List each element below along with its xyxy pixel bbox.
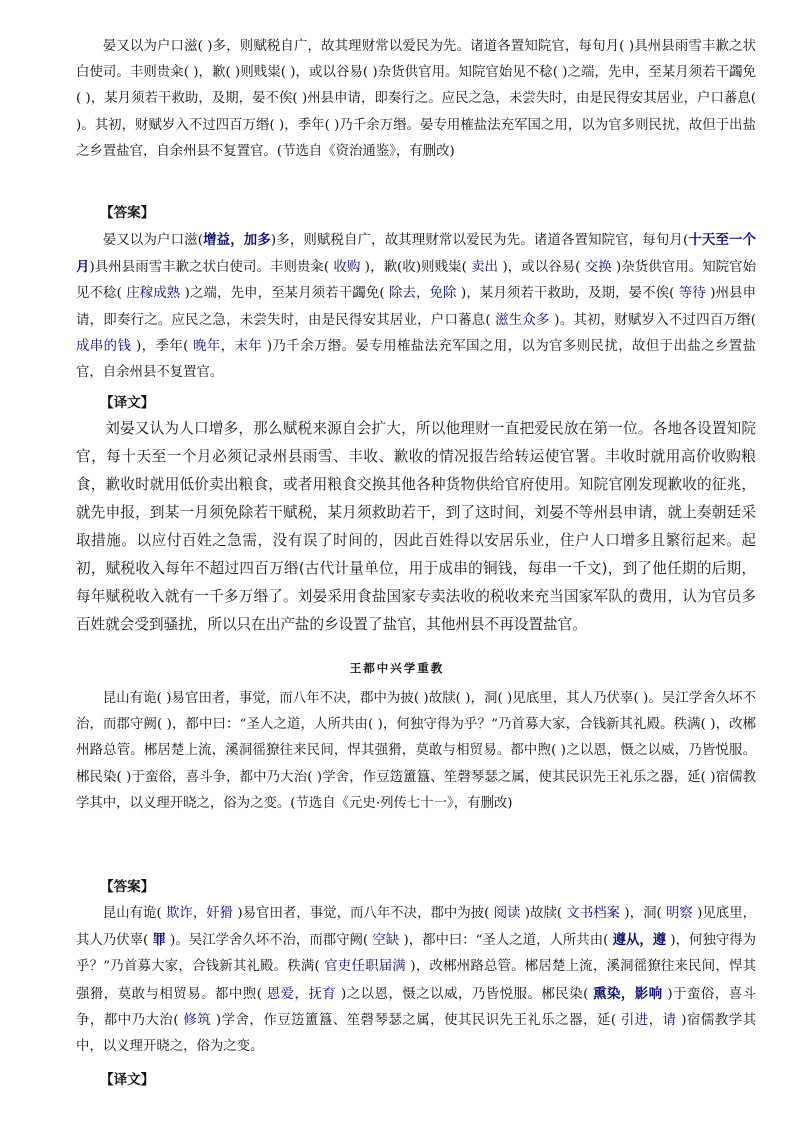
answer-fill: 十天至一个月 — [76, 232, 756, 276]
answer-text: )，或以谷易( — [498, 260, 585, 276]
answer-text: )，改郴州路总管。郴居楚上流，溪洞徭獠往来民间，悍其强猾，莫敢与相贸易。都中煦( — [76, 959, 757, 1002]
answer-text: )。吴江学舍久坏不治，而郡守阙( — [165, 933, 373, 949]
answer-label-2: 【答案】 — [100, 879, 155, 895]
passage-1-question: 晏又以为户口滋( )多，则赋税自广，故其理财常以爱民为先。诸道各置知院官，每旬月( )具州县雨雪丰歉之状白使司。丰则贵籴( )，歉( )则贱粜( )，或以谷易( )杂货供官用。知院官始见不稔( )之端，先申，至某月须若干蠲免( )，某月须若干救助，及期，晏不俟( )州县申请，即奏行之。应民之急，未尝失时，由是民得安其居业，户口蕃息( )。其初，财赋岁入不过四百万缗( )，季年( )乃千余万缗。晏专用榷盐法充军国之用，以为官多则民扰，故但于出盐之乡置盐官，自余州县不复置官。(节选自《资治通鉴》，有删改) — [76, 39, 756, 159]
passage-2-title: 王都中兴学重教 — [349, 661, 445, 675]
passage-1-answer — [76, 227, 756, 386]
answer-text: )多，则赋税自广，故其理财常以爱民为先。诸道各置知院官，每旬月( — [270, 233, 689, 248]
answer-fill: 等待 — [678, 286, 706, 302]
answer-text: )，歉(收)则贱粜( — [360, 260, 472, 276]
answer-text: )。其初，财赋岁入不过四百万缗( — [549, 312, 757, 328]
answer-fill: 晚年，末年 — [193, 338, 263, 354]
answer-fill: 阅读 — [493, 906, 521, 921]
passage-2-answer — [76, 901, 756, 1060]
answer-text: )，某月须若干救助，及期，晏不俟( — [456, 286, 679, 302]
answer-fill: 成串的钱 — [76, 338, 132, 354]
answer-text: 昆山有诡( — [102, 906, 166, 921]
answer-fill: 收购 — [333, 260, 361, 276]
answer-fill: 交换 — [584, 260, 612, 276]
answer-text: )，季年( — [131, 338, 194, 354]
answer-fill: 欺诈，奸猾 — [165, 906, 234, 921]
answer-text: 晏又以为户口滋( — [102, 233, 203, 248]
answer-text: )宿儒教学其中，以义理开晓之，俗为之变。 — [76, 1012, 757, 1055]
answer-fill: 增益，加多 — [202, 232, 271, 248]
answer-fill: 滋生众多 — [495, 312, 550, 328]
answer-fill: 庄稼成熟 — [126, 286, 181, 302]
answer-fill: 遵从，遵 — [612, 932, 667, 949]
answer-text: )，何独守得为乎？”乃首募大家，合钱新其礼殿。秩满( — [76, 933, 757, 975]
answer-fill: 恩爱，抚育 — [266, 986, 337, 1002]
answer-text: )杂货供官用。知院官始见不稔( — [76, 260, 757, 302]
answer-fill: 空缺 — [372, 933, 400, 949]
answer-text: )学舍，作豆笾簠簋、笙磬琴瑟之属，使其民识先王礼乐之器，延( — [211, 1012, 621, 1028]
answer-fill: 罪 — [152, 932, 166, 949]
answer-fill: 除去，免除 — [388, 286, 457, 302]
answer-fill: 引进，请 — [620, 1012, 677, 1028]
answer-text: )故牍( — [520, 906, 567, 921]
answer-text: )，洞( — [620, 906, 666, 921]
answer-fill: 官吏任职届满 — [324, 959, 406, 975]
answer-text: )见底里，其人乃伏辜( — [76, 906, 757, 949]
answer-fill: 卖出 — [471, 260, 499, 276]
answer-fill: 明察 — [666, 906, 693, 921]
answer-label-1: 【答案】 — [100, 205, 155, 221]
passage-2-question: 昆山有诡( )易官田者，事觉，而八年不决，郡中为披( )故牍( )，洞( )见底里，其人乃伏辜( )。吴江学舍久坏不治，而郡守阙( )，都中曰：“圣人之道，人所共由( )，何独守得为乎？”乃首募大家，合钱新其礼殿。秩满( )，改郴州路总管。郴居楚上流，溪洞徭獠往来民间，悍其强猾，莫敢与相贸易。都中煦( )之以恩，慑之以威，乃皆悦服。郴民染( )于蛮俗，喜斗争，都中乃大治( )学舍，作豆笾簠簋、笙磬琴瑟之属，使其民识先王礼乐之器，延( )宿儒教学其中，以义理开晓之，俗为之变。(节选自《元史·列传七十一》，有删改) — [76, 691, 756, 811]
answer-fill: 文书档案 — [566, 906, 621, 921]
answer-text: )于蛮俗，喜斗争，都中乃大治( — [76, 986, 757, 1028]
answer-fill: 熏染，影响 — [593, 985, 663, 1002]
translation-label-1: 【译文】 — [100, 395, 155, 411]
answer-fill: 修筑 — [183, 1012, 212, 1028]
answer-text: )，都中曰：“圣人之道，人所共由( — [399, 933, 613, 949]
answer-text: )之端，先申，至某月须若干蠲免( — [180, 286, 389, 302]
answer-text: )之以恩，慑之以威，乃皆悦服。郴民染( — [336, 986, 594, 1002]
answer-text: )具州县雨雪丰歉之状白使司。丰则贵籴( — [89, 260, 334, 276]
translation-label-2: 【译文】 — [100, 1072, 155, 1088]
answer-text: )州县申请，即奏行之。应民之急，未尝失时，由是民得安其居业，户口蕃息( — [76, 286, 757, 328]
answer-text: )乃千余万缗。晏专用榷盐法充军国之用，以为官多则民扰，故但于出盐之乡置盐官，自余州县不复置官。 — [76, 338, 757, 381]
answer-text: )易官田者，事觉，而八年不决，郡中为披( — [233, 906, 494, 921]
passage-1-translation: 刘晏又认为人口增多，那么赋税来源自会扩大，所以他理财一直把爱民放在第一位。各地各设置知院官，每十天至一个月必须记录州县雨雪、丰收、歉收的情况报告给转运使官署。丰收时就用高价收购粮食，歉收时就用低价卖出粮食，或者用粮食交换其他各种货物供给官府使用。知院官刚发现歉收的征兆，就先申报，到某一月须免除若干赋税，某月须救助若干，到了这时间，刘晏不等州县申请，就上奏朝廷采取措施。以应付百姓之急需，没有误了时间的，因此百姓得以安居乐业，住户人口增多且繁衍起来。起初，赋税收入每年不超过四百万缗(古代计量单位，用于成串的铜钱，每串一千文)，到了他任期的后期，每年赋税收入就有一千多万缗了。刘晏采用食盐国家专卖法收的税收来充当国家军队的费用，认为官员多百姓就会受到骚扰，所以只在出产盐的乡设置了盐官，其他州县不再设置盐官。 — [76, 420, 756, 633]
